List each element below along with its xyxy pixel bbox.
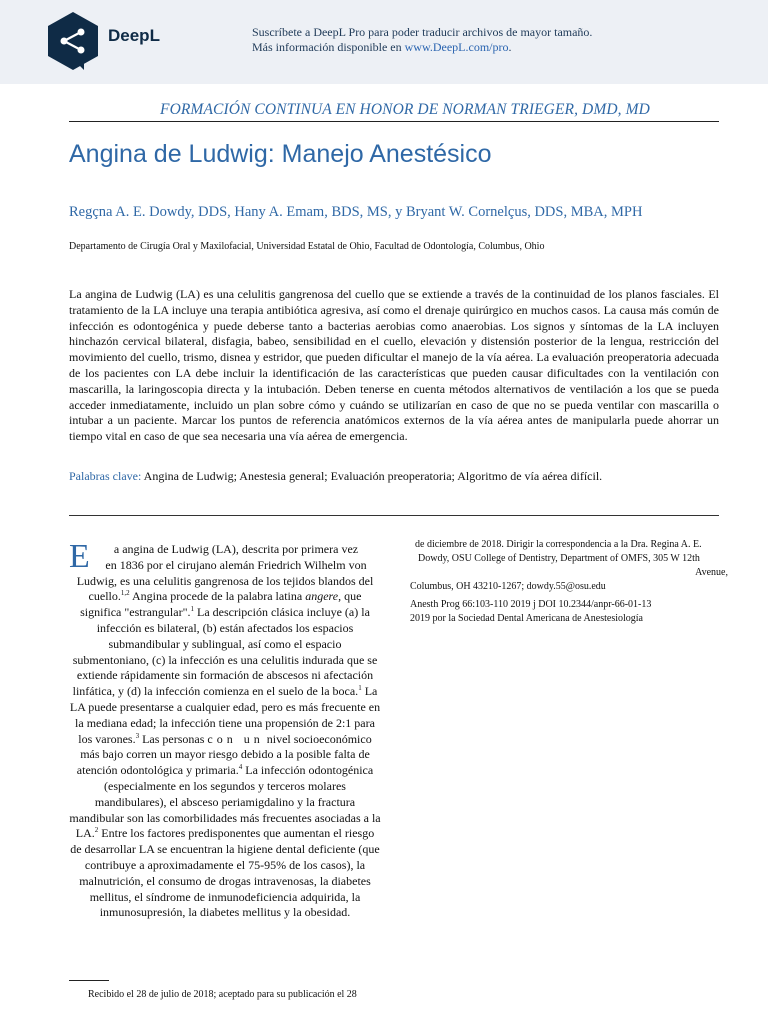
footnote-line: Dowdy, OSU College of Dentistry, Department of OMFS, 305 W 12th	[418, 553, 700, 564]
drop-cap-letter: E	[69, 538, 90, 575]
latin-term: angere	[305, 589, 339, 604]
intro-paragraph	[69, 538, 381, 921]
footnote-line: Columbus, OH 43210-1267; dowdy.55@osu.edu	[410, 581, 606, 592]
abstract-divider	[69, 515, 719, 516]
deepl-logo-icon[interactable]	[48, 12, 98, 70]
promo-line-2	[252, 40, 592, 55]
body-line-2: en 1836 por el cirujano alemán Friedrich Wilhelm von	[105, 557, 367, 572]
promo-prefix: Más información disponible en	[252, 40, 405, 54]
body-text-run: Entre los factores predisponentes que aumentan el riesgo de desarrollar LA se encuentran la higiene dental deficiente (que contribuye a aproximadamente el 75-95% de los casos), la malnutrición, el consumo de drogas intravenosas, la diabetes mellitus, el síndrome de inmunodeficiencia adquirida, la inmunosupresión, la diabetes mellitus y la obesidad.	[70, 826, 380, 920]
body-text-run: Angina procede de la palabra latina	[129, 589, 303, 604]
citation-ref: 2	[94, 826, 99, 835]
deepl-pro-link[interactable]: www.DeepL.com/pro	[404, 40, 509, 54]
copyright-line: 2019 por la Sociedad Dental Americana de Anestesiología	[410, 613, 643, 624]
header-divider	[69, 121, 719, 122]
citation-ref: 1	[190, 605, 194, 614]
body-text-run: Las personas	[139, 731, 208, 746]
citation-ref: 1	[358, 684, 362, 693]
article-title: Angina de Ludwig: Manejo Anestésico	[69, 140, 492, 168]
citation-ref: 4	[238, 763, 243, 772]
deepl-logo-text: DeepL	[108, 26, 160, 45]
body-text-run: La descripción clásica incluye (a) la infección es bilateral, (b) están afectados los espacios submandibular y sublingual, así como el espacio submentoniano, (c) la infección es una celulitis indurada que se extiende rápidamente sin formación de abscesos ni afectación linfática, y (d) la infección comienza en el suelo de la boca.	[72, 605, 378, 699]
deepl-banner	[0, 0, 768, 84]
journal-citation: Anesth Prog 66:103-110 2019 j DOI 10.2344/anpr-66-01-13	[410, 599, 652, 610]
body-text-run: La infección odontogénica (especialmente en los segundos y terceros molares mandibulares), el absceso periamigdalino y la fractura mandibular son las comorbilidades más frecuentes asociadas a la LA.	[69, 763, 381, 841]
citation-ref: 1,2	[120, 589, 130, 598]
received-date-footnote: Recibido el 28 de julio de 2018; aceptado para su publicación el 28	[88, 989, 357, 1000]
body-text-run: nivel socioeconómico más bajo corren un mayor riesgo debido a la posible falta de atención odontológica y primaria.	[76, 731, 372, 778]
body-line-1: a angina de Ludwig (LA), descrita por primera vez	[113, 542, 359, 556]
body-text-run: La LA puede presentarse a cualquier edad, pero es más frecuente en la mediana edad; la infección tiene una propensión de 2:1 para los varones.	[69, 684, 381, 746]
footnote-line: Avenue,	[695, 567, 728, 578]
footnote-line: de diciembre de 2018. Dirigir la correspondencia a la Dra. Regina A. E.	[415, 539, 702, 550]
body-text-run: , que significa "estrangular".	[80, 589, 362, 620]
body-column-left	[69, 538, 381, 921]
citation-ref: 3	[135, 731, 140, 740]
spaced-words: con un	[207, 731, 264, 746]
footnote-continuation	[410, 538, 728, 626]
promo-message	[252, 25, 592, 55]
footnote-divider	[69, 980, 109, 981]
abstract-paragraph: La angina de Ludwig (LA) es una celulitis gangrenosa del cuello que se extiende a través de la continuidad de los planos fasciales. El tratamiento de la LA incluye una terapia antibiótica agresiva, así como el drenaje quirúrgico en muchos casos. La causa más común de infección es odontogénica y puede deberse tanto a bacterias aerobias como anaerobias. Los signos y síntomas de la LA incluyen hinchazón cervical bilateral, disfagia, babeo, sensibilidad en el cuello, elevación y distensión posterior de la lengua, restricción del movimiento del cuello, trismo, disnea y estridor, que pueden dificultar el manejo de la vía aérea. La evaluación preoperatoria adecuada de los pacientes con LA debe incluir la identificación de las características que pueden causar dificultades con la ventilación con mascarilla, la laringoscopia directa y la intubación. Deben tenerse en cuenta métodos alternativos de ventilación a los que se pueda acceder inmediatamente, incluido un plan sobre cómo y cuándo se utilizarían en caso de que no se pueda ventilar con mascarilla o intubar a un paciente. Marcar los puntos de referencia anatómicos externos de la vía aérea antes de manipularla puede ahorrar un tiempo vital en caso de que sea necesaria una vía aérea de emergencia.	[69, 287, 719, 444]
body-line-3: Ludwig, es una celulitis gangrenosa de los tejidos	[76, 573, 316, 588]
promo-line-1: Suscríbete a DeepL Pro para poder traducir archivos de mayor tamaño.	[252, 25, 593, 39]
section-heading: FORMACIÓN CONTINUA EN HONOR DE NORMAN TRIEGER, DMD, MD	[160, 101, 650, 118]
keywords-text: Angina de Ludwig; Anestesia general; Evaluación preoperatoria; Algoritmo de vía aérea difícil.	[143, 469, 603, 483]
keywords-line	[69, 469, 602, 484]
article-authors: Regçna A. E. Dowdy, DDS, Hany A. Emam, BDS, MS, y Bryant W. Cornelçus, DDS, MBA, MPH	[69, 204, 643, 220]
body-line-4: blandos del cuello.	[88, 573, 374, 604]
promo-suffix: .	[508, 40, 512, 54]
keywords-label: Palabras clave:	[69, 469, 142, 483]
author-affiliation: Departamento de Cirugía Oral y Maxilofacial, Universidad Estatal de Ohio, Facultad de Odontología, Columbus, Ohio	[69, 241, 545, 252]
